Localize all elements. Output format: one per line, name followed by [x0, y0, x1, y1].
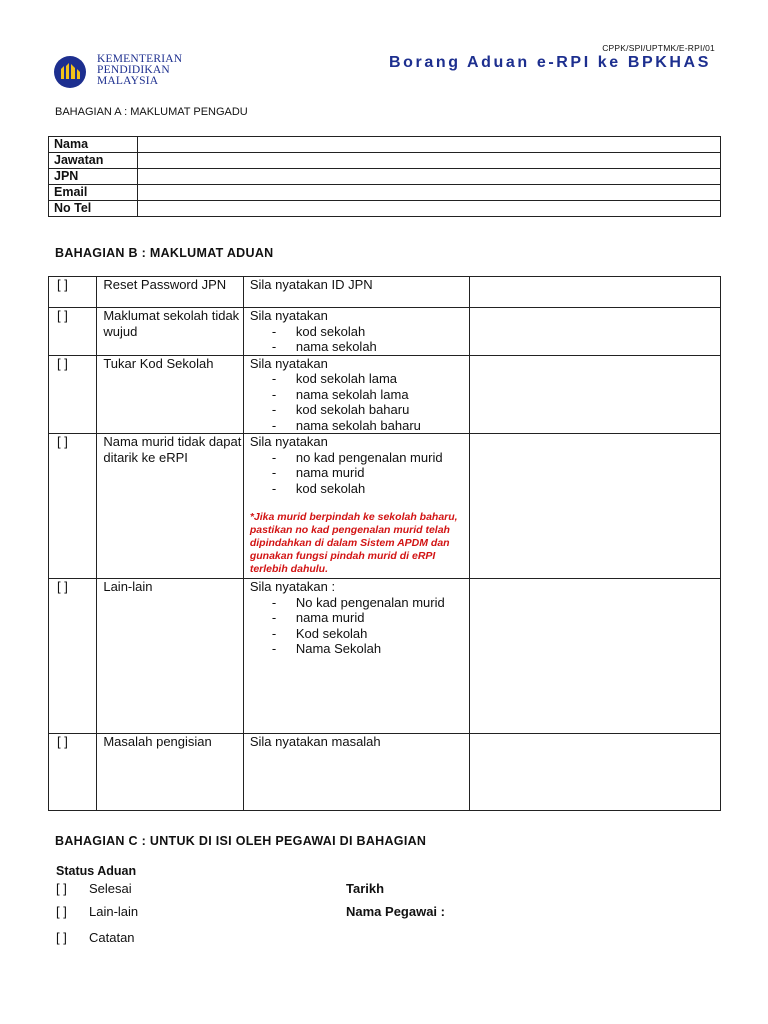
table-row [49, 201, 721, 217]
complaint-item: Lain-lain [97, 579, 244, 734]
table-row [49, 169, 721, 185]
list-item: - kod sekolah [250, 324, 470, 340]
field-value-cell[interactable] [138, 137, 721, 153]
field-value-cell[interactable] [138, 201, 721, 217]
status-option-label: Catatan [89, 930, 135, 945]
table-row [49, 185, 721, 201]
checkbox[interactable]: [ ] [56, 904, 67, 919]
complaint-instruction: Sila nyatakan ID JPN [249, 277, 373, 292]
complaint-item: Nama murid tidak dapat ditarik ke eRPI [97, 434, 244, 579]
status-option-label: Lain-lain [89, 904, 139, 919]
officer-name-label: Nama Pegawai : [346, 904, 445, 919]
complaint-item: Reset Password JPN [97, 277, 244, 308]
complaint-instruction: Sila nyatakan [249, 434, 328, 449]
list-item: - nama sekolah [250, 339, 470, 355]
list-item: - nama murid [250, 610, 470, 626]
field-label: Email [49, 185, 138, 201]
complaint-instruction-cell [243, 579, 470, 734]
field-label: Jawatan [49, 153, 138, 169]
table-row [49, 308, 721, 356]
list-item: - Kod sekolah [250, 626, 470, 642]
response-cell[interactable] [470, 434, 721, 579]
table-row [49, 734, 721, 811]
list-item: - kod sekolah lama [250, 371, 470, 387]
ministry-logo [52, 52, 202, 92]
complaint-instruction-cell [243, 734, 470, 811]
checkbox-cell[interactable]: [ ] [49, 277, 97, 308]
table-row [49, 153, 721, 169]
status-option[interactable] [56, 930, 135, 945]
ministry-emblem-icon [52, 52, 92, 92]
complaint-item: Maklumat sekolah tidak wujud [97, 308, 244, 356]
field-label: JPN [49, 169, 138, 185]
logo-line: MALAYSIA [97, 75, 159, 87]
response-cell[interactable] [470, 308, 721, 356]
list-item: - nama murid [250, 465, 470, 481]
complaint-instruction-cell [243, 434, 470, 579]
field-value-cell[interactable] [138, 185, 721, 201]
warning-note: *Jika murid berpindah ke sekolah baharu, pastikan no kad pengenalan murid telah dipindahkan di dalam Sistem APDM dan gunakan fungsi pindah murid di eRPI terlebih dahulu. [249, 511, 458, 575]
response-cell[interactable] [470, 355, 721, 434]
table-row [49, 277, 721, 308]
logo-line: PENDIDIKAN [97, 64, 170, 76]
checkbox-cell[interactable]: [ ] [49, 434, 97, 579]
logo-line: KEMENTERIAN [97, 53, 183, 65]
status-heading: Status Aduan [56, 864, 137, 878]
form-reference: CPPK/SPI/UPTMK/E-RPI/01 [602, 43, 715, 53]
table-row [49, 137, 721, 153]
field-label: No Tel [49, 201, 138, 217]
response-cell[interactable] [470, 579, 721, 734]
list-item: - no kad pengenalan murid [250, 450, 470, 466]
form-title: Borang Aduan e-RPI ke BPKHAS [388, 54, 711, 71]
list-item: - Nama Sekolah [250, 641, 470, 657]
complaint-instruction-cell [243, 355, 470, 434]
table-row [49, 434, 721, 579]
checkbox-cell[interactable]: [ ] [49, 734, 97, 811]
section-a-heading: BAHAGIAN A : MAKLUMAT PENGADU [55, 106, 248, 118]
checkbox-cell[interactable]: [ ] [49, 308, 97, 356]
status-option[interactable] [56, 881, 132, 896]
field-value-cell[interactable] [138, 153, 721, 169]
complainant-info-table [48, 136, 721, 217]
checkbox[interactable]: [ ] [56, 930, 67, 945]
list-item: - nama sekolah lama [250, 387, 470, 403]
response-cell[interactable] [470, 734, 721, 811]
list-item: - kod sekolah [250, 481, 470, 497]
complaint-instruction: Sila nyatakan [249, 308, 328, 323]
list-item: - kod sekolah baharu [250, 402, 470, 418]
complaint-instruction-cell [243, 277, 470, 308]
complaint-instruction: Sila nyatakan : [249, 579, 336, 594]
table-row [49, 355, 721, 434]
list-item: - nama sekolah baharu [250, 418, 470, 434]
section-c-heading: BAHAGIAN C : UNTUK DI ISI OLEH PEGAWAI DI BAHAGIAN [55, 834, 427, 848]
checkbox-cell[interactable]: [ ] [49, 579, 97, 734]
complaint-details-table [48, 276, 721, 811]
table-row [49, 579, 721, 734]
field-label: Nama [49, 137, 138, 153]
status-option[interactable] [56, 904, 138, 919]
date-label: Tarikh [346, 881, 385, 896]
complaint-item: Masalah pengisian [97, 734, 244, 811]
section-b-heading: BAHAGIAN B : MAKLUMAT ADUAN [55, 246, 274, 260]
checkbox-cell[interactable]: [ ] [49, 355, 97, 434]
logo-text [97, 54, 182, 87]
checkbox[interactable]: [ ] [56, 881, 67, 896]
response-cell[interactable] [470, 277, 721, 308]
status-option-label: Selesai [89, 881, 132, 896]
field-value-cell[interactable] [138, 169, 721, 185]
complaint-item: Tukar Kod Sekolah [97, 355, 244, 434]
list-item: - No kad pengenalan murid [250, 595, 470, 611]
complaint-instruction-cell [243, 308, 470, 356]
complaint-instruction: Sila nyatakan [249, 355, 328, 371]
complaint-instruction: Sila nyatakan masalah [249, 734, 381, 749]
